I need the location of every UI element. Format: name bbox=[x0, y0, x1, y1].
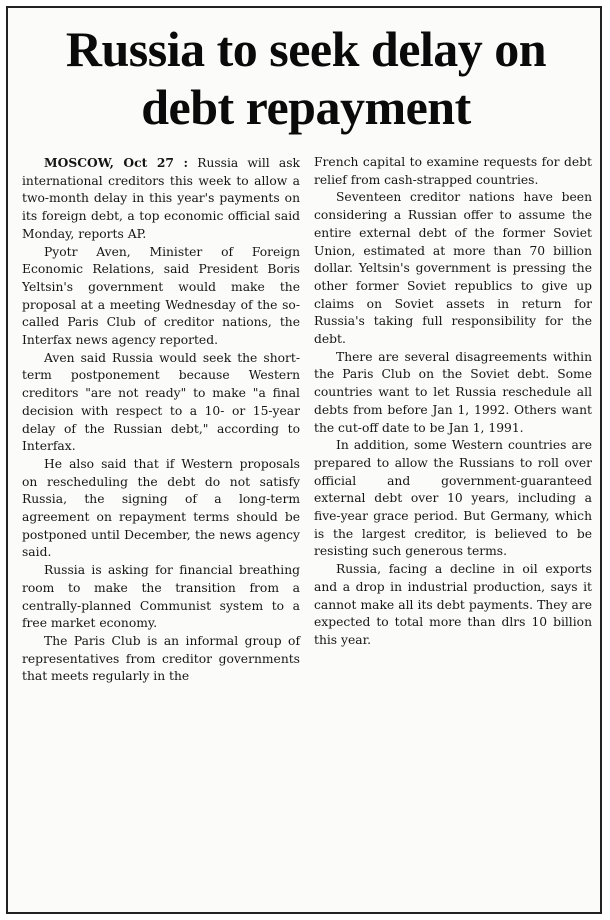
paragraph: Seventeen creditor nations have been considering a Russian offer to assume the entire external debt of the former Soviet Union, estimated at more than 70 billion dollar. Yeltsin's government is pressing the other former Soviet republics to give up claims on Soviet assets in return for Russia's taking full responsibility for the debt. bbox=[314, 190, 592, 347]
paragraph: In addition, some Western countries are prepared to allow the Russians to roll over official and government-guaranteed external debt over 10 years, including a five-year grace period. But Germany, which is the largest creditor, is believed to be resisting such generous terms. bbox=[314, 438, 592, 559]
paragraph: Aven said Russia would seek the short-term postponement because Western creditors "are not ready" to make "a final decision with respect to a 10- or 15-year delay of the Russian debt," according to Interfax. bbox=[22, 350, 300, 454]
paragraph bbox=[22, 154, 300, 244]
paragraph: There are several disagreements within the Paris Club on the Soviet debt. Some countries want to let Russia reschedule all debts from before Jan 1, 1992. Others want the cut-off date to be Jan 1, 1991. bbox=[314, 349, 592, 435]
paragraph-text: Russia will ask international creditors this week to allow a two-month delay in this year's payments on its foreign debt, a top economic official said Monday, reports AP. bbox=[22, 156, 300, 241]
paragraph: The Paris Club is an informal group of representatives from creditor governments that meets regularly in the bbox=[22, 633, 300, 684]
paragraph-continued: French capital to examine requests for debt relief from cash-strapped countries. bbox=[314, 155, 592, 187]
left-column bbox=[22, 154, 300, 686]
newspaper-clipping bbox=[6, 6, 602, 914]
paragraph: Russia is asking for financial breathing room to make the transition from a centrally-planned Communist system to a free market economy. bbox=[22, 563, 300, 631]
paragraph: He also said that if Western proposals on rescheduling the debt do not satisfy Russia, the signing of a long-term agreement on repayment terms should be postponed until December, the news agency said. bbox=[22, 456, 300, 560]
headline-line-1: Russia to seek delay on bbox=[65, 21, 547, 77]
paragraph: Pyotr Aven, Minister of Foreign Economic Relations, said President Boris Yeltsin's government would make the proposal at a meeting Wednesday of the so-called Paris Club of creditor nations, the Interfax news agency reported. bbox=[22, 244, 300, 348]
dateline: MOSCOW, Oct 27 : bbox=[44, 155, 189, 170]
headline bbox=[8, 20, 604, 136]
right-column bbox=[314, 154, 592, 650]
headline-line-2: debt repayment bbox=[141, 79, 471, 135]
paragraph: Russia, facing a decline in oil exports and a drop in industrial production, says it cannot make all its debt payments. They are expected to total more than dlrs 10 billion this year. bbox=[314, 562, 592, 647]
